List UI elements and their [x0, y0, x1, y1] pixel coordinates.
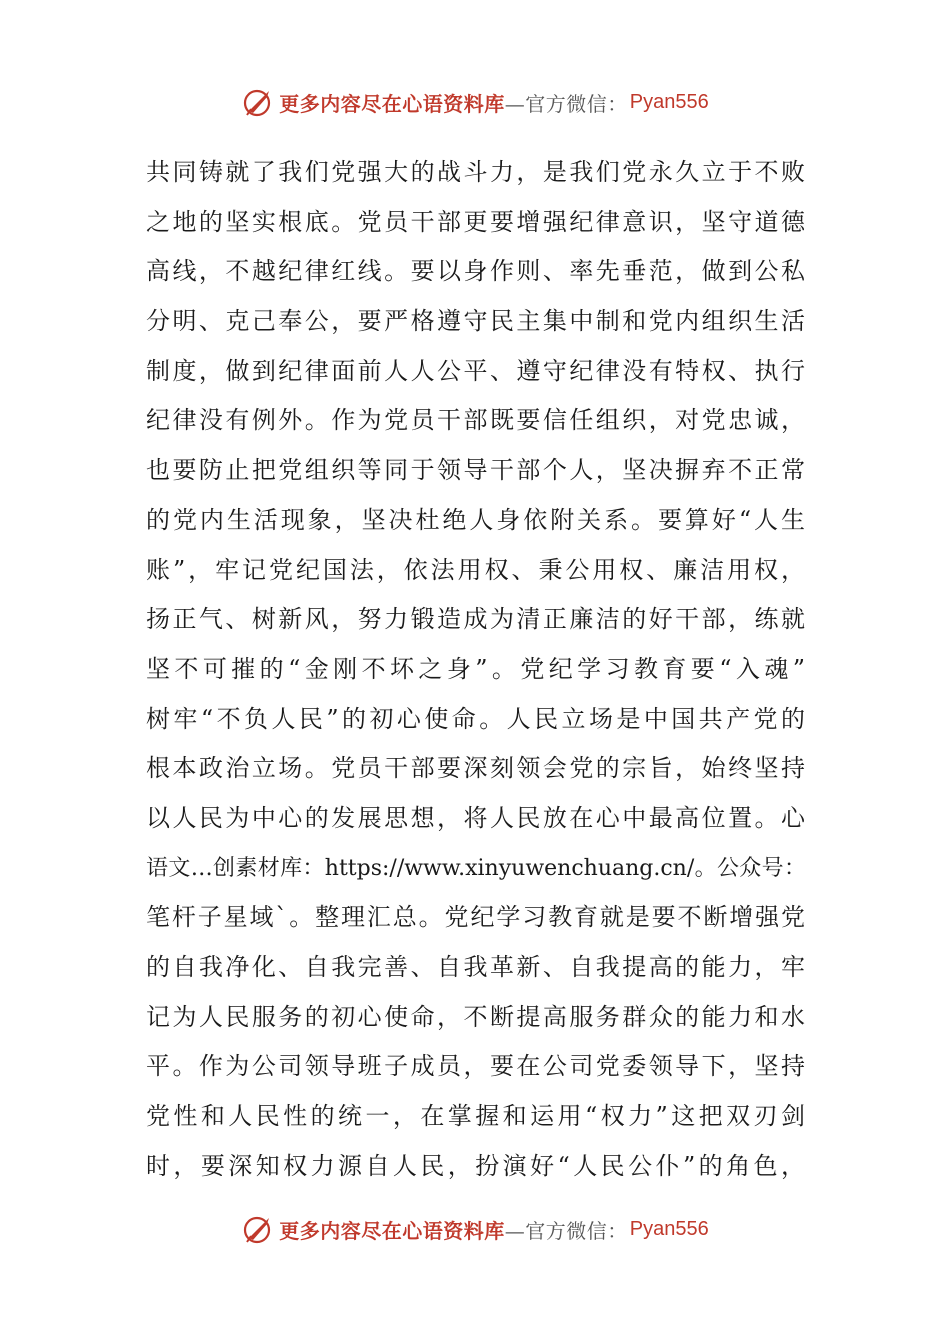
document-body [146, 148, 806, 1191]
footer-banner-title: 更多内容尽在心语资料库 [279, 1218, 505, 1243]
body-line: 制度，做到纪律面前人人公平、遵守纪律没有特权、执行 [146, 356, 806, 385]
header-banner-wechat-label: —官方微信： [504, 91, 628, 116]
body-line: 共同铸就了我们党强大的战斗力，是我们党永久立于不败 [146, 158, 806, 186]
body-line: 的自我净化、自我完善、自我革新、自我提高的能力，牢 [146, 953, 806, 981]
footer-banner-wechat-id: Pyan556 [629, 1217, 709, 1240]
body-line: 树牢“不负人民”的初心使命。人民立场是中国共产党的 [146, 704, 806, 733]
body-line: 也要防止把党组织等同于领导干部个人，坚决摒弃不正常 [146, 456, 806, 485]
body-line: 记为人民服务的初心使命，不断提高服务群众的能力和水 [146, 1002, 806, 1031]
pen-logo-icon [241, 85, 275, 119]
body-line: 根本政治立场。党员干部要深刻领会党的宗旨，始终坚持 [146, 754, 806, 783]
body-line: 纪律没有例外。作为党员干部既要信任组织，对党忠诚， [146, 406, 806, 435]
body-line-with-url: 语文…创素材库：https://www.xinyuwenchuang.cn/。公众号： [146, 855, 806, 881]
header-banner-wechat-id: Pyan556 [629, 90, 709, 113]
body-line: 坚不可摧的“金刚不坏之身”。党纪学习教育要“入魂” [146, 654, 806, 683]
body-line: 的党内生活现象，坚决杜绝人身依附关系。要算好“人生 [146, 505, 806, 534]
pen-logo-icon [241, 1212, 275, 1246]
body-line: 高线，不越纪律红线。要以身作则、率先垂范，做到公私 [146, 257, 806, 286]
body-line: 时，要深知权力源自人民，扮演好“人民公仆”的角色， [146, 1151, 806, 1180]
body-line: 以人民为中心的发展思想，将人民放在心中最高位置。心 [146, 803, 806, 832]
footer-banner-wechat-label: —官方微信： [504, 1218, 628, 1243]
body-line: 笔杆子星域`。整理汇总。党纪学习教育就是要不断增强党 [146, 903, 806, 932]
body-line: 账”，牢记党纪国法，依法用权、秉公用权、廉洁用权， [146, 555, 806, 584]
body-line: 平。作为公司领导班子成员，要在公司党委领导下，坚持 [146, 1052, 806, 1081]
footer-watermark-banner [0, 1207, 950, 1251]
header-banner-title: 更多内容尽在心语资料库 [279, 91, 505, 116]
body-line: 之地的坚实根底。党员干部更要增强纪律意识，坚守道德 [146, 207, 806, 236]
body-line: 扬正气、树新风，努力锻造成为清正廉洁的好干部，练就 [146, 605, 806, 634]
body-line: 党性和人民性的统一，在掌握和运用“权力”这把双刃剑 [146, 1102, 806, 1131]
body-line: 分明、克己奉公，要严格遵守民主集中制和党内组织生活 [146, 307, 806, 336]
header-watermark-banner [0, 80, 950, 124]
